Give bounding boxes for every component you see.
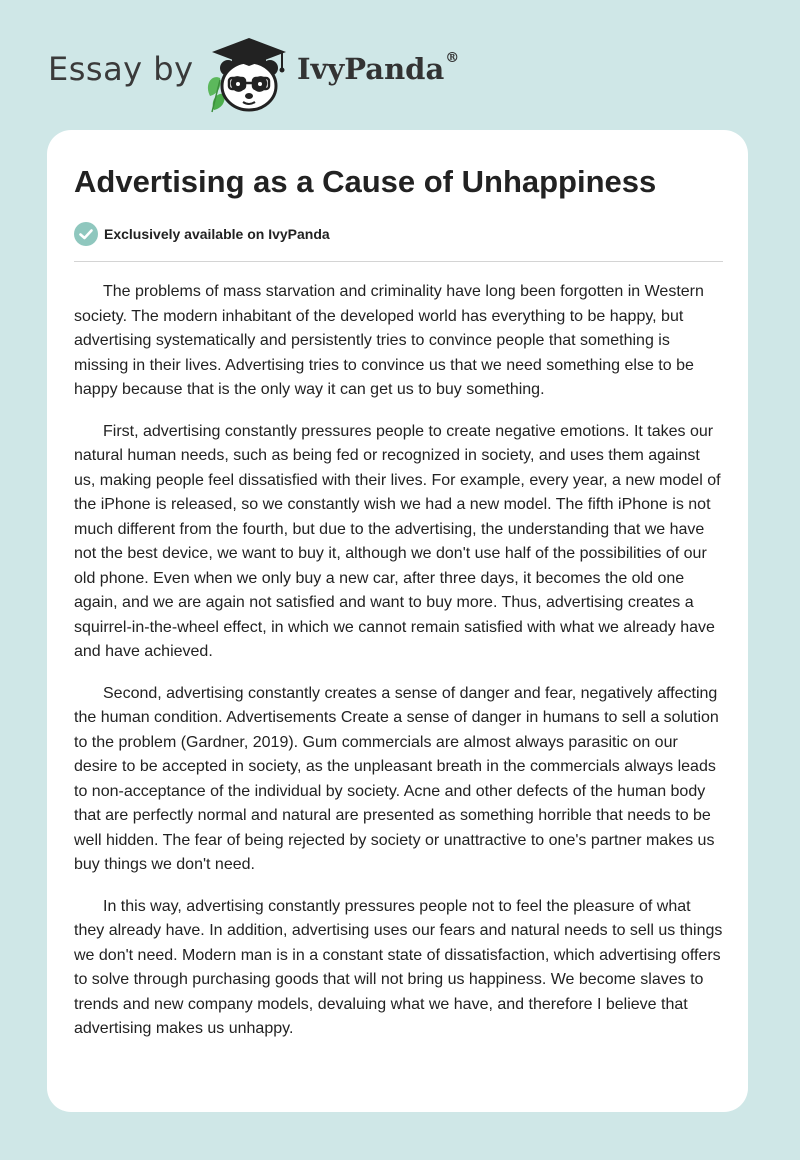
registered-mark: ® <box>445 50 460 66</box>
check-circle-icon <box>74 222 98 246</box>
paragraph: First, advertising constantly pressures people to create negative emotions. It takes our natural human needs, such as being fed or recognized in society, and uses them against us, making people feel dissatisfied with their lives. For example, every year, a new model of the iPhone is released, so we constantly wish we had a new model. The fifth iPhone is not much different from the fourth, but due to the advertising, the understanding that we have not the best device, we want to buy it, although we don't use half of the possibilities of our old phone. Even when we only buy a new car, after three days, it becomes the old one again, and we are again not satisfied and want to buy more. Thus, advertising creates a squirrel-in-the-wheel effect, in which we cannot remain satisfied with what we already have and have achieved. <box>74 422 721 660</box>
paragraph: Second, advertising constantly creates a sense of danger and fear, negatively affecting the human condition. Advertisements Create a sense of danger in humans to sell a solution to the problem (Gardner, 2019). Gum commercials are almost always parasitic on our desire to be accepted in society, as the unpleasant breath in the commercials always leads to non-acceptance of the individual by society. Acne and other defects of the human body that are perfectly normal and natural are presented as something horrible that needs to be well hidden. The fear of being rejected by society or unattractive to one's partner makes us buy things we don't need. <box>74 684 719 873</box>
essay-body <box>74 280 724 1059</box>
essay-by-label: Essay by <box>48 50 194 88</box>
paragraph: The problems of mass starvation and criminality have long been forgotten in Western society. The modern inhabitant of the developed world has everything to be happy, but advertising systematically and persistently tries to convince people that something is missing in their lives. Advertising tries to convince us that we need something else to be happy because that is the only way it can get us to buy something. <box>74 283 704 398</box>
page-title: Advertising as a Cause of Unhappiness <box>74 164 657 199</box>
essay-card <box>47 130 748 1112</box>
exclusive-badge-label: Exclusively available on IvyPanda <box>104 226 330 242</box>
paragraph: In this way, advertising constantly pressures people not to feel the pleasure of what they already have. In addition, advertising uses our fears and natural needs to sell us things we don't need. Modern man is in a constant state of dissatisfaction, which advertising offers to solve through purchasing goods that will not bring us happiness. We become slaves to trends and new company models, devaluing what we have, and therefore I believe that advertising makes us unhappy. <box>74 897 723 1037</box>
panda-graduation-icon[interactable] <box>202 34 294 114</box>
exclusive-badge <box>74 222 330 246</box>
site-header <box>48 34 508 114</box>
brand-name[interactable]: IvyPanda® <box>297 50 460 86</box>
divider <box>74 261 723 262</box>
